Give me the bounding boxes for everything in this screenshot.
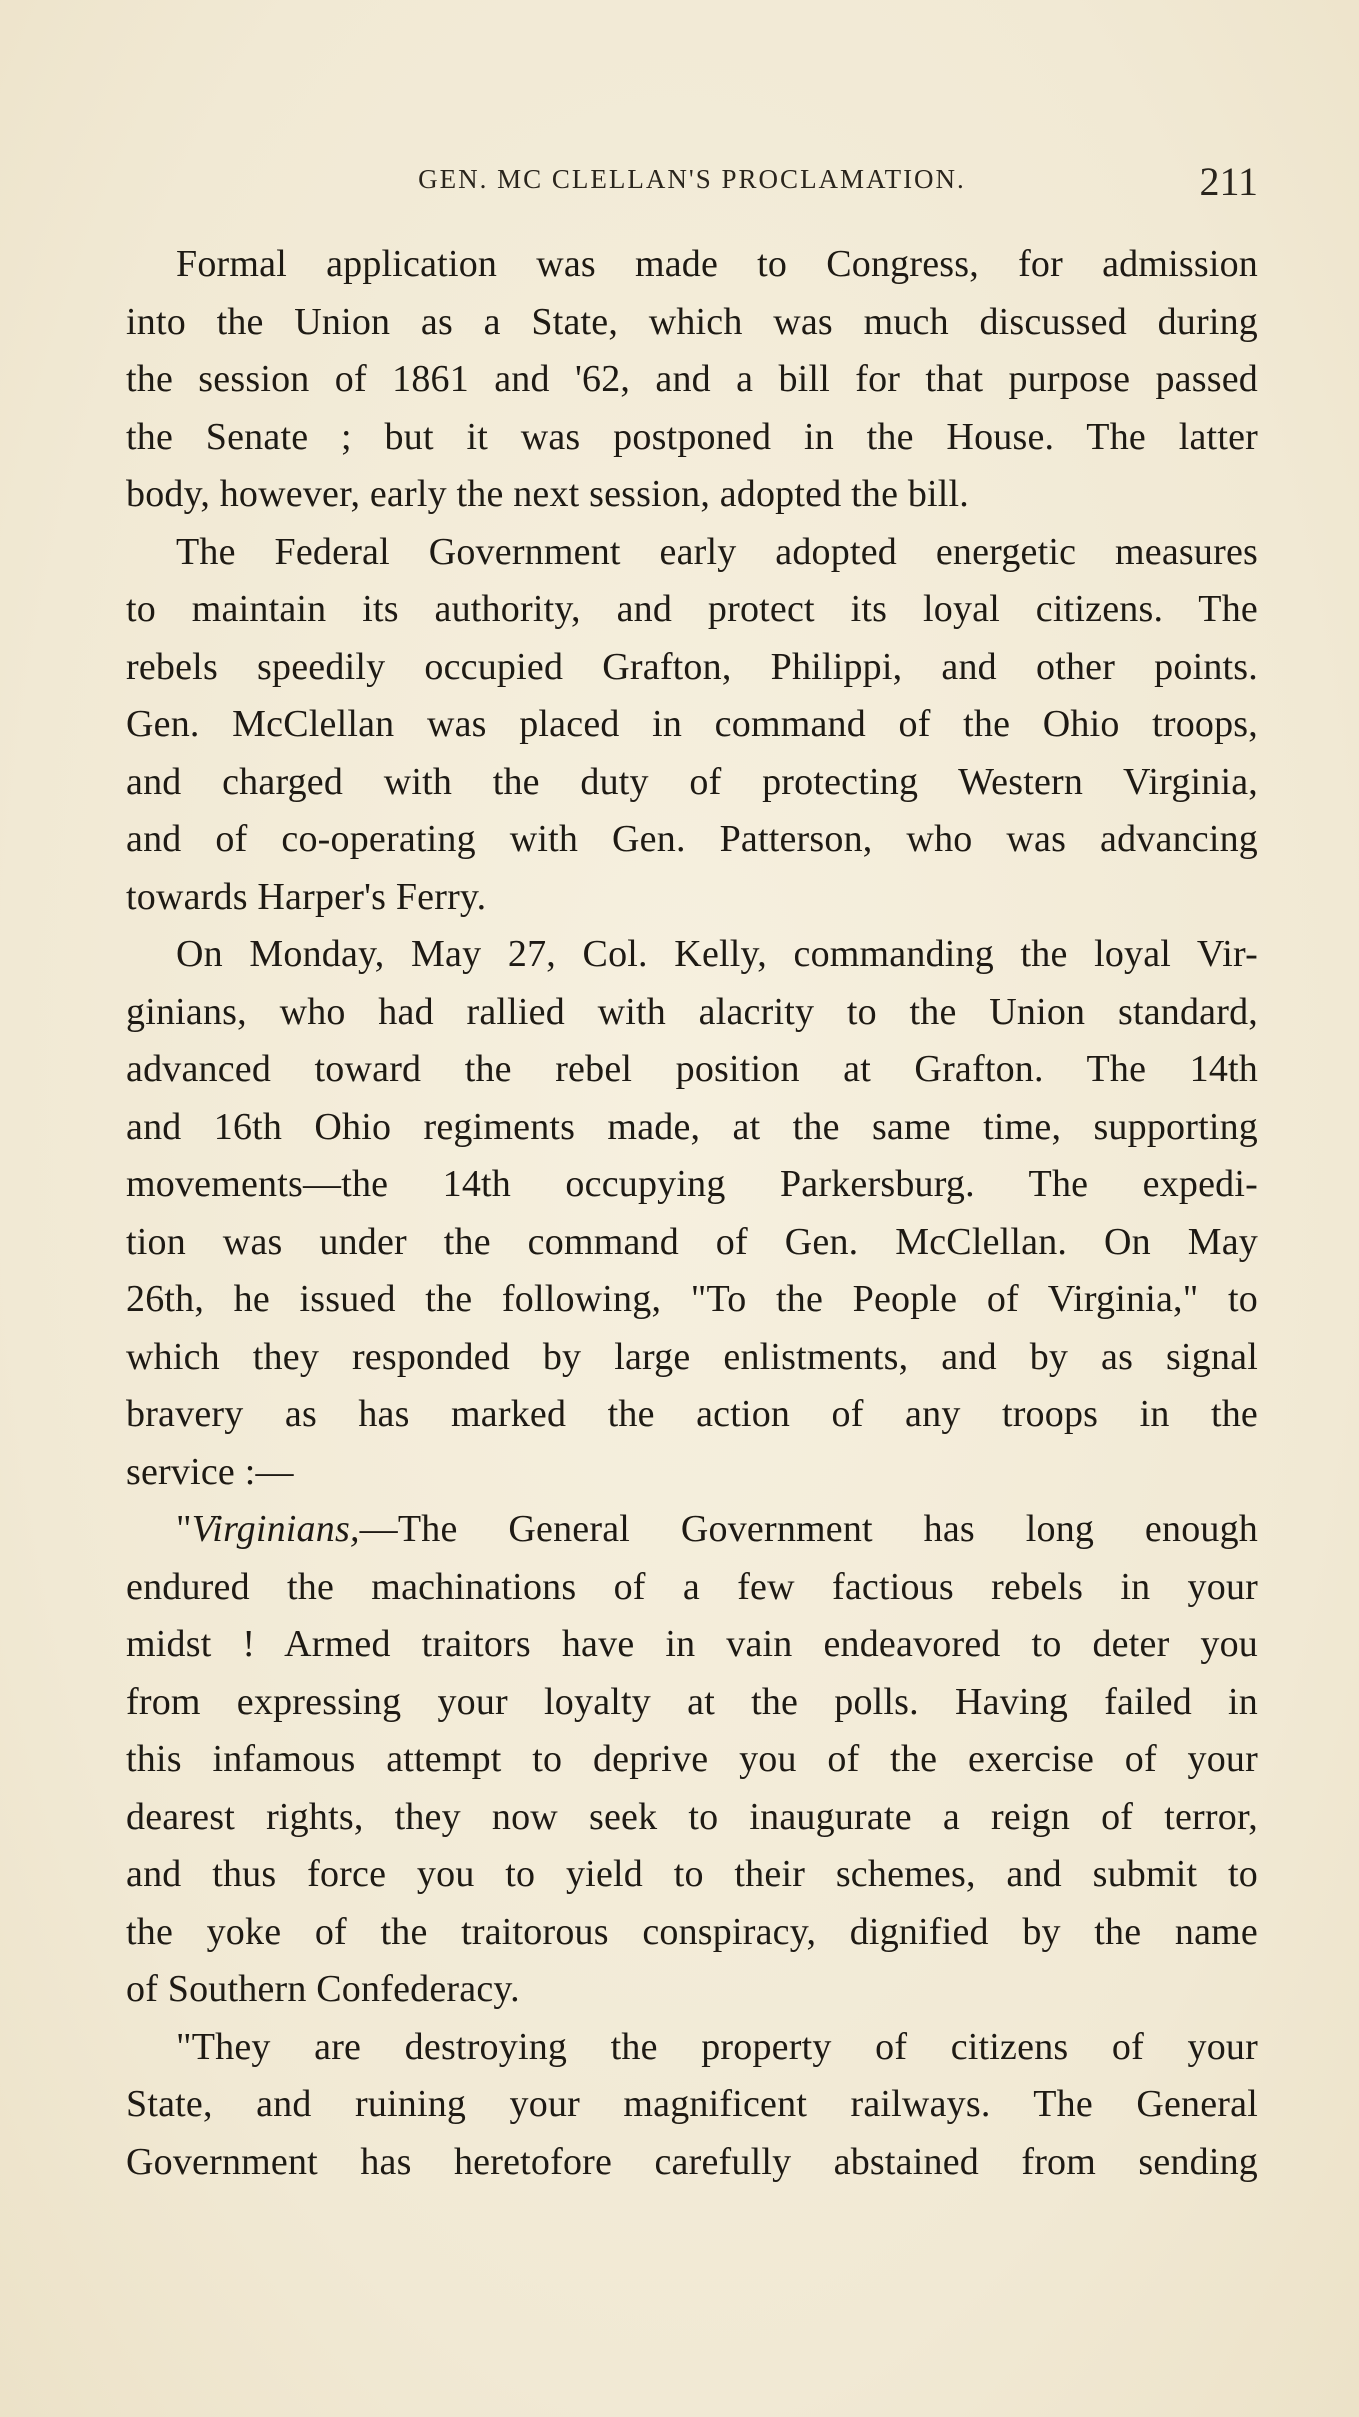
- text-line: The Federal Government early adopted energetic measures: [176, 530, 1258, 573]
- text-line: bravery as has marked the action of any troops in the: [126, 1393, 1258, 1435]
- text-line: dearest rights, they now seek to inaugurate a reign of terror,: [126, 1795, 1258, 1838]
- text-line: "They are destroying the property of citizens of your: [176, 2025, 1258, 2068]
- text-line: [126, 1501, 1258, 1559]
- text-line: and charged with the duty of protecting Western Virginia,: [126, 760, 1258, 803]
- text-line: the Senate ; but it was postponed in the House. The latter: [126, 415, 1258, 458]
- text-line: movements—the 14th occupying Parkersburg. The expedi-: [126, 1163, 1258, 1205]
- text-line: of Southern Confederacy.: [126, 1968, 520, 2010]
- text-line: body, however, early the next session, adopted the bill.: [126, 473, 970, 515]
- text-line: which they responded by large enlistments, and by as signal: [126, 1335, 1258, 1378]
- text-line: On Monday, May 27, Col. Kelly, commanding the loyal Vir-: [176, 933, 1258, 975]
- running-head: GEN. MC CLELLAN'S PROCLAMATION.: [418, 164, 966, 194]
- body-text: [126, 236, 1258, 2191]
- text-line: from expressing your loyalty at the polls. Having failed in: [126, 1680, 1258, 1723]
- text-line: midst ! Armed traitors have in vain endeavored to deter you: [126, 1623, 1258, 1665]
- salutation: Virginians,: [191, 1508, 360, 1550]
- text-line: State, and ruining your magnificent railways. The General: [126, 2083, 1258, 2125]
- text-line: and of co-operating with Gen. Patterson, who was advancing: [126, 818, 1258, 860]
- text-line: Government has heretofore carefully abstained from sending: [126, 2140, 1258, 2183]
- text-line: to maintain its authority, and protect its loyal citizens. The: [126, 588, 1258, 630]
- text-line: this infamous attempt to deprive you of the exercise of your: [126, 1738, 1258, 1780]
- text-line: Gen. McClellan was placed in command of the Ohio troops,: [126, 703, 1258, 745]
- text-line: into the Union as a State, which was much discussed during: [126, 300, 1258, 343]
- text-line: endured the machinations of a few factious rebels in your: [126, 1565, 1258, 1608]
- open-quote: ": [176, 1508, 192, 1550]
- text-line: 26th, he issued the following, "To the People of Virginia," to: [126, 1278, 1258, 1320]
- text-line: Formal application was made to Congress, for admission: [176, 243, 1258, 285]
- line-rest: —The General Government has long enough: [359, 1508, 1258, 1550]
- text-line: rebels speedily occupied Grafton, Philippi, and other points.: [126, 645, 1258, 688]
- text-line: towards Harper's Ferry.: [126, 875, 487, 918]
- text-line: tion was under the command of Gen. McClellan. On May: [126, 1220, 1258, 1263]
- text-line: the yoke of the traitorous conspiracy, dignified by the name: [126, 1910, 1258, 1953]
- page-number: 211: [1199, 159, 1258, 204]
- text-line: advanced toward the rebel position at Grafton. The 14th: [126, 1048, 1258, 1090]
- text-line: and thus force you to yield to their schemes, and submit to: [126, 1853, 1258, 1895]
- text-line: and 16th Ohio regiments made, at the same time, supporting: [126, 1105, 1258, 1148]
- text-line: the session of 1861 and '62, and a bill for that purpose passed: [126, 358, 1258, 400]
- text-line: ginians, who had rallied with alacrity to the Union standard,: [126, 990, 1258, 1033]
- text-line: service :—: [126, 1450, 294, 1493]
- page-header: [126, 158, 1258, 202]
